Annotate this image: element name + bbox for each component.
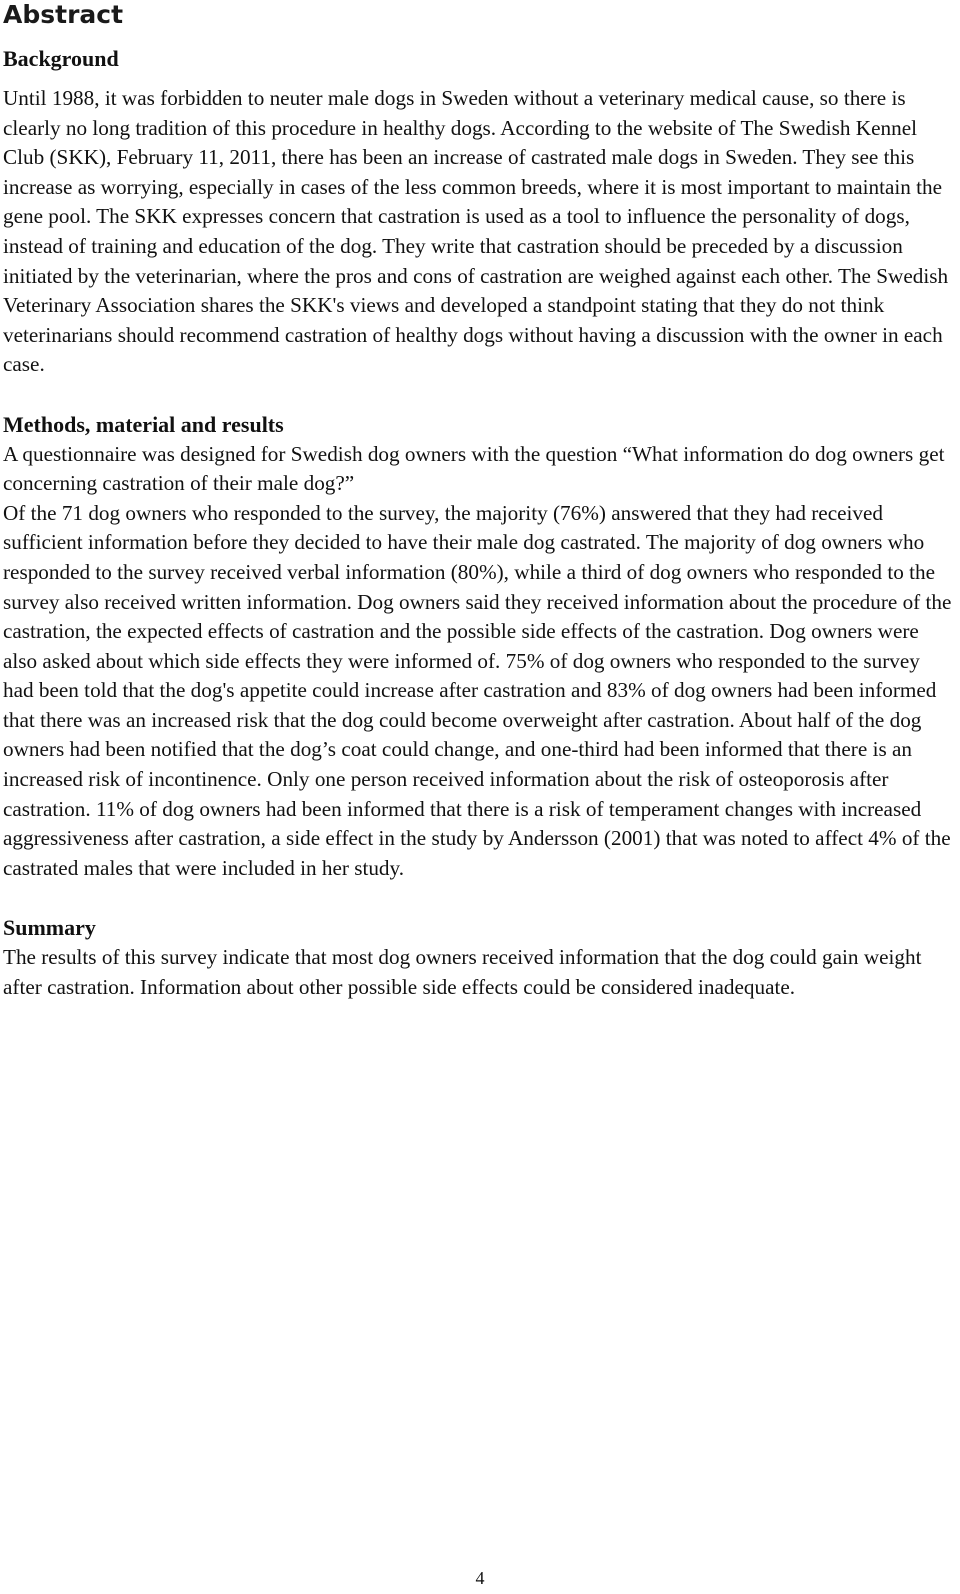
background-paragraph: Until 1988, it was forbidden to neuter male dogs in Sweden without a veterinary medical cause, so there is clearly no long tradition of this procedure in healthy dogs. According to the website of The Swedish Kennel Club (SKK), February 11, 2011, there has been an increase of castrated male dogs in Sweden. They see this increase as worrying, especially in cases of the less common breeds, where it is most important to maintain the gene pool. The SKK expresses concern that castration is used as a tool to influence the personality of dogs, instead of training and education of the dog. They write that castration should be preceded by a discussion initiated by the veterinarian, where the pros and cons of castration are weighed against each other. The Swedish Veterinary Association shares the SKK's views and developed a standpoint stating that they do not think veterinarians should recommend castration of healthy dogs without having a discussion with the owner in each case.: [3, 86, 949, 377]
spacer: [3, 30, 953, 44]
spacer: [3, 380, 953, 410]
section-heading-methods: Methods, material and results: [3, 411, 284, 437]
page-number: 4: [475, 1568, 485, 1588]
section-methods: [3, 410, 953, 884]
section-heading-summary: Summary: [3, 915, 96, 941]
methods-paragraph-question: A questionnaire was designed for Swedish dog owners with the question “What information do dog owners get concerning castration of their male dog?”: [3, 441, 945, 496]
document-title: Abstract: [3, 0, 124, 29]
summary-paragraph: The results of this survey indicate that most dog owners received information that the dog could gain weight after castration. Information about other possible side effects could be considered inadequate.: [3, 945, 922, 999]
section-summary: [3, 913, 953, 1002]
section-heading-background: Background: [3, 46, 119, 71]
spacer: [3, 883, 953, 913]
section-background: [3, 44, 953, 380]
document-page: [3, 0, 953, 1002]
methods-paragraph-results: Of the 71 dog owners who responded to the survey, the majority (76%) answered that they had received sufficient information before they decided to have their male dog castrated. The majority of dog owners who responded to the survey received verbal information (80%), while a third of dog owners who responded to the survey also received written information. Dog owners said they received information about the procedure of the castration, the expected effects of castration and the possible side effects of the castration. Dog owners were also asked about which side effects they were informed of. 75% of dog owners who responded to the survey had been told that the dog's appetite could increase after castration and 83% of dog owners had been informed that there was an increased risk that the dog could become overweight after castration. About half of the dog owners had been notified that the dog’s coat could change, and one-third had been informed that there is an increased risk of incontinence. Only one person received information about the risk of osteoporosis after castration. 11% of dog owners had been informed that there is a risk of temperament changes with increased aggressiveness after castration, a side effect in the study by Andersson (2001) that was noted to affect 4% of the castrated males that were included in her study.: [3, 500, 952, 880]
